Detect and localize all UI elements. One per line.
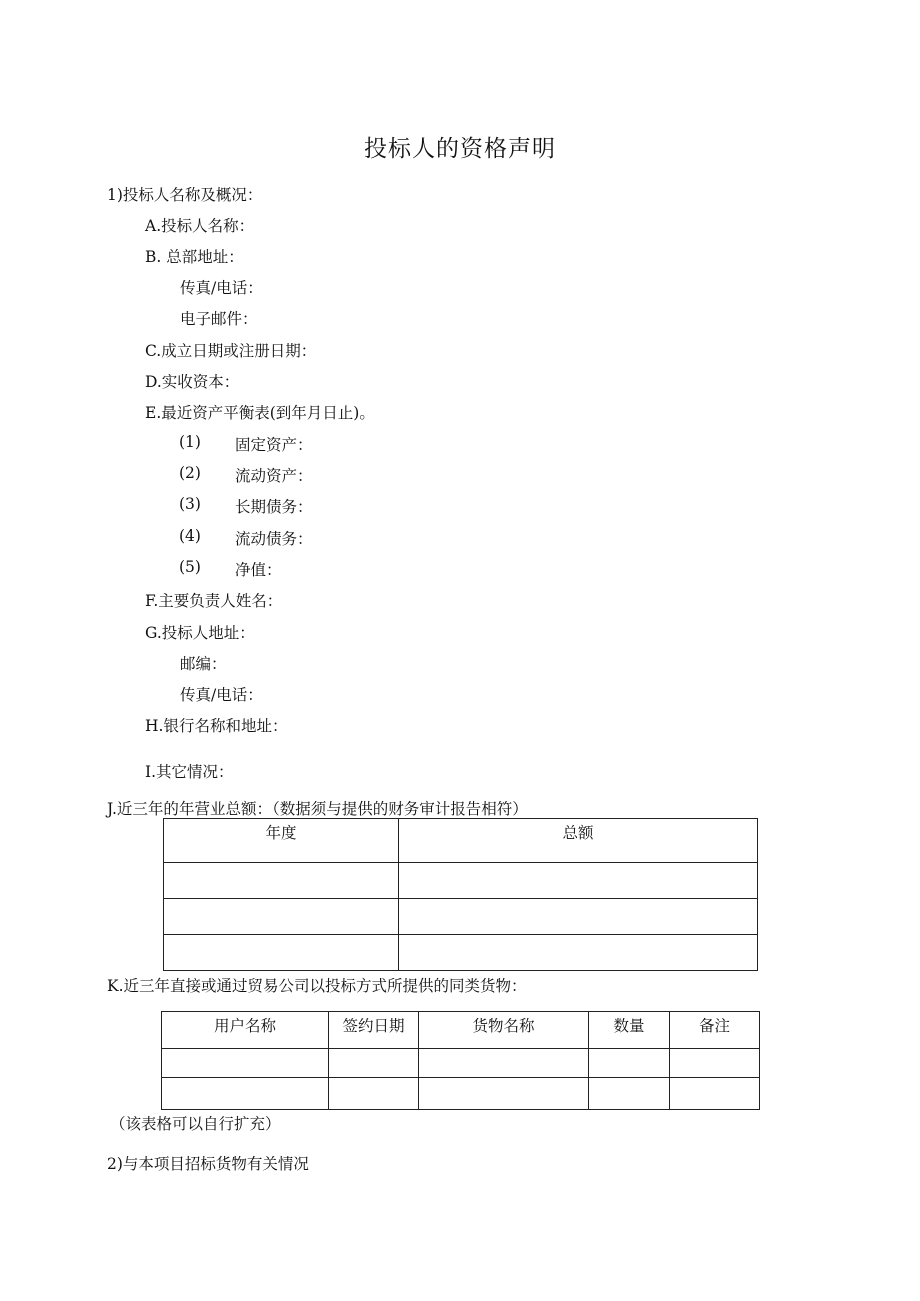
balance-sub-number: (3): [179, 495, 201, 513]
item-registration-date: C.成立日期或注册日期：: [145, 342, 317, 360]
balance-sub-number: (5): [179, 558, 201, 576]
document-title: 投标人的资格声明: [364, 136, 556, 162]
table-cell[interactable]: [162, 1078, 329, 1110]
table-cell[interactable]: [164, 899, 399, 935]
header-customer-name: 用户名称: [162, 1012, 329, 1049]
item-head-office-fax-phone: 传真/电话：: [180, 279, 263, 297]
balance-sub-label-fixed-assets: 固定资产：: [235, 436, 313, 454]
balance-sub-number: (2): [179, 464, 201, 482]
item-other-info: I.其它情况：: [145, 763, 234, 781]
table-row: [162, 1049, 760, 1078]
table-cell[interactable]: [399, 899, 758, 935]
header-total: 总额: [399, 819, 758, 863]
item-bidder-fax-phone: 传真/电话：: [180, 686, 263, 704]
table-header-row: [162, 1012, 760, 1049]
table-cell[interactable]: [670, 1078, 760, 1110]
table-cell[interactable]: [419, 1078, 589, 1110]
header-remarks: 备注: [670, 1012, 760, 1049]
item-email: 电子邮件：: [180, 310, 258, 328]
table-cell[interactable]: [419, 1049, 589, 1078]
table-cell[interactable]: [399, 935, 758, 971]
item-bank-name-address: H.银行名称和地址：: [145, 717, 288, 735]
table-row: [164, 863, 758, 899]
item-bidder-address: G.投标人地址：: [145, 624, 255, 642]
header-goods-name: 货物名称: [419, 1012, 589, 1049]
balance-sub-label-long-term-debt: 长期债务：: [235, 498, 313, 516]
table-cell[interactable]: [589, 1049, 670, 1078]
balance-sub-label-net-worth: 净值：: [235, 561, 282, 579]
item-bidder-name: A.投标人名称：: [145, 217, 255, 235]
header-quantity: 数量: [589, 1012, 670, 1049]
table-row: [164, 899, 758, 935]
table-cell[interactable]: [162, 1049, 329, 1078]
table-expand-note: （该表格可以自行扩充）: [110, 1115, 281, 1133]
item-balance-sheet: E.最近资产平衡表(到年月日止)。: [145, 404, 375, 422]
table-cell[interactable]: [399, 863, 758, 899]
header-year: 年度: [164, 819, 399, 863]
goods-table: [161, 1011, 760, 1110]
table-cell[interactable]: [670, 1049, 760, 1078]
item-postcode: 邮编：: [180, 655, 227, 673]
item-principal-name: F.主要负责人姓名：: [145, 592, 283, 610]
revenue-table-caption: J.近三年的年营业总额：（数据须与提供的财务审计报告相符）: [107, 800, 528, 818]
table-cell[interactable]: [329, 1078, 419, 1110]
table-row: [162, 1078, 760, 1110]
balance-sub-label-current-debt: 流动债务：: [235, 530, 313, 548]
item-head-office-address: B. 总部地址：: [145, 248, 244, 266]
header-contract-date: 签约日期: [329, 1012, 419, 1049]
table-row: [164, 935, 758, 971]
balance-sub-number: (4): [179, 527, 201, 545]
table-cell[interactable]: [589, 1078, 670, 1110]
section-1-heading: 1)投标人名称及概况：: [107, 186, 263, 204]
table-header-row: [164, 819, 758, 863]
table-cell[interactable]: [164, 935, 399, 971]
section-2-heading: 2)与本项目招标货物有关情况: [107, 1155, 309, 1173]
balance-sub-number: (1): [179, 433, 201, 451]
goods-table-caption: K.近三年直接或通过贸易公司以投标方式所提供的同类货物：: [107, 977, 527, 995]
revenue-table: [163, 818, 758, 971]
table-cell[interactable]: [164, 863, 399, 899]
table-cell[interactable]: [329, 1049, 419, 1078]
item-paid-in-capital: D.实收资本：: [145, 373, 240, 391]
balance-sub-label-current-assets: 流动资产：: [235, 467, 313, 485]
